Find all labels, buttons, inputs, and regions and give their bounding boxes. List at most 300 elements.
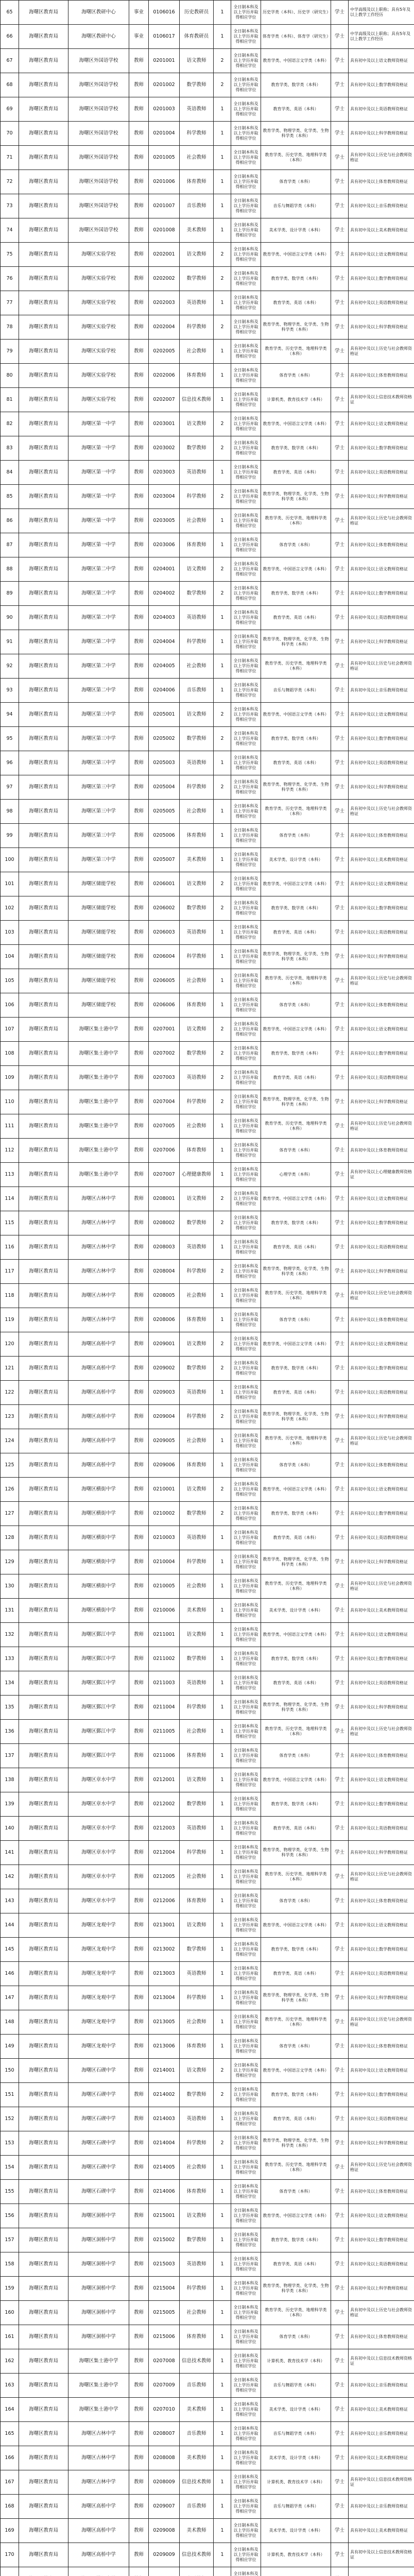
major-cell: 体育学类（本科） [261,993,331,1018]
education-cell: 全日制本科及以上学历并取得相应学位 [231,2301,261,2325]
post-code-cell: 0207009 [149,2374,180,2398]
education-cell: 全日制本科及以上学历并取得相应学位 [231,2519,261,2543]
headcount-cell: 2 [214,1478,231,1502]
post-type-cell: 事业 [129,25,149,49]
degree-cell: 学士 [331,436,349,461]
row-number-cell: 72 [1,170,19,194]
post-name-cell: 语文教师 [180,1478,214,1502]
post-type-cell: 教师 [129,2131,149,2156]
table-row [1,1841,414,1865]
table-row [1,97,414,122]
department-cell: 海曙区教育局 [19,1865,68,1889]
headcount-cell: 1 [214,2325,231,2349]
post-code-cell: 0213003 [149,1962,180,1986]
post-name-cell: 语文教师 [180,1187,214,1211]
major-cell: 教育学类、中国语言文学类（本科） [261,2059,331,2083]
department-cell: 海曙区教育局 [19,2035,68,2059]
unit-cell: 海曙区高桥中学 [68,1405,129,1429]
post-type-cell: 教师 [129,1744,149,1768]
other-conditions-cell: 具有初中及以上科学教师资格证 [349,485,414,509]
other-conditions-cell: 具有初中及以上科学教师资格证 [349,775,414,800]
unit-cell: 海曙区第二中学 [68,654,129,679]
headcount-cell: 1 [214,2252,231,2277]
post-code-cell: 0202001 [149,243,180,267]
major-cell: 教育学类、英语（本科） [261,1817,331,1841]
other-conditions-cell: 具有初中及以上体育教师资格证 [349,170,414,194]
major-cell: 教育学类、数学类（本科） [261,1792,331,1817]
degree-cell: 学士 [331,2349,349,2374]
table-row [1,703,414,727]
department-cell: 海曙区教育局 [19,1357,68,1381]
degree-cell: 学士 [331,533,349,557]
row-number-cell: 75 [1,243,19,267]
post-type-cell: 教师 [129,315,149,340]
other-conditions-cell: 具有初中及以上英语教师资格证 [349,461,414,485]
post-name-cell: 美术教师 [180,218,214,243]
education-cell: 全日制本科及以上学历并取得相应学位 [231,97,261,122]
degree-cell: 学士 [331,751,349,775]
other-conditions-cell: 具有初中及以上数学教师资格证 [349,1647,414,1671]
other-conditions-cell: 具有初中及以上音乐教师资格证 [349,2422,414,2446]
headcount-cell: 1 [214,1623,231,1647]
table-row [1,1502,414,1526]
degree-cell: 学士 [331,1623,349,1647]
major-cell: 体育学类（本科） [261,1889,331,1913]
table-row [1,606,414,630]
degree-cell: 学士 [331,2301,349,2325]
unit-cell: 海曙区外国语学校 [68,73,129,97]
table-row [1,2035,414,2059]
headcount-cell: 1 [214,1381,231,1405]
education-cell: 全日制本科及以上学历并取得相应学位 [231,2398,261,2422]
headcount-cell: 1 [214,97,231,122]
major-cell: 教育学类、物理学类、化学类、生物科学类（本科） [261,315,331,340]
major-cell: 体育学类（本科）、体育学（研究生） [261,25,331,49]
degree-cell: 学士 [331,969,349,993]
education-cell: 全日制本科及以上学历并取得相应学位 [231,146,261,170]
department-cell: 海曙区教育局 [19,49,68,73]
headcount-cell: 1 [214,2495,231,2519]
post-name-cell: 体育教师 [180,2035,214,2059]
row-number-cell: 79 [1,340,19,364]
post-code-cell: 0214001 [149,2059,180,2083]
post-code-cell: 0213006 [149,2035,180,2059]
headcount-cell: 1 [214,2035,231,2059]
major-cell: 教育学类、中国语言文学类（本科） [261,1332,331,1357]
post-name-cell: 英语教师 [180,1381,214,1405]
degree-cell: 学士 [331,2010,349,2035]
post-name-cell: 英语教师 [180,2107,214,2131]
department-cell: 海曙区教育局 [19,1066,68,1090]
major-cell: 教育学类、物理学类、化学类、生物科学类（本科） [261,2277,331,2301]
department-cell: 海曙区教育局 [19,2446,68,2470]
row-number-cell: 162 [1,2349,19,2374]
post-type-cell: 教师 [129,1211,149,1235]
major-cell: 心理学类（本科） [261,1163,331,1187]
table-row [1,1332,414,1357]
unit-cell: 海曙区实验学校 [68,340,129,364]
education-cell: 全日制本科及以上学历并取得相应学位 [231,1502,261,1526]
degree-cell: 学士 [331,388,349,412]
education-cell: 全日制本科及以上学历并取得相应学位 [231,364,261,388]
row-number-cell: 145 [1,1938,19,1962]
table-row [1,2422,414,2446]
unit-cell: 海曙区储能学校 [68,969,129,993]
row-number-cell: 134 [1,1671,19,1696]
unit-cell: 海曙区横街中学 [68,1550,129,1574]
education-cell: 全日制本科及以上学历并取得相应学位 [231,1986,261,2010]
major-cell: 教育学类、数学类（本科） [261,1938,331,1962]
post-name-cell: 音乐教师 [180,2495,214,2519]
post-type-cell: 教师 [129,606,149,630]
department-cell: 海曙区教育局 [19,1599,68,1623]
headcount-cell: 2 [214,896,231,921]
major-cell: 教育学类、数学类（本科） [261,1042,331,1066]
headcount-cell: 2 [214,267,231,291]
other-conditions-cell: 具有初中及以上语文教师资格证 [349,49,414,73]
post-type-cell: 教师 [129,1042,149,1066]
post-type-cell: 教师 [129,1429,149,1453]
headcount-cell: 1 [214,2446,231,2470]
row-number-cell: 101 [1,872,19,896]
education-cell: 全日制本科及以上学历并取得相应学位 [231,1962,261,1986]
unit-cell: 海曙区横街中学 [68,1478,129,1502]
unit-cell: 海曙区高桥中学 [68,1357,129,1381]
row-number-cell: 118 [1,1284,19,1308]
post-type-cell: 教师 [129,630,149,654]
other-conditions-cell: 具有初中及以上体育教师资格证 [349,1453,414,1478]
other-conditions-cell: 具有初中及以上数学教师资格证 [349,267,414,291]
department-cell: 海曙区教育局 [19,2301,68,2325]
post-code-cell: 0207005 [149,1114,180,1139]
post-type-cell: 教师 [129,2398,149,2422]
other-conditions-cell: 具有初中及以上英语教师资格证 [349,1235,414,1260]
major-cell: 教育学类、英语（本科） [261,291,331,315]
row-number-cell: 169 [1,2519,19,2543]
row-number-cell: 80 [1,364,19,388]
major-cell: 教育学类、物理学类、化学类、生物科学类（本科） [261,1405,331,1429]
education-cell: 全日制本科及以上学历并取得相应学位 [231,1647,261,1671]
post-type-cell: 教师 [129,1502,149,1526]
department-cell: 海曙区教育局 [19,1526,68,1550]
education-cell: 全日制本科及以上学历并取得相应学位 [231,1938,261,1962]
post-code-cell: 0214006 [149,2180,180,2204]
headcount-cell: 1 [214,364,231,388]
department-cell: 海曙区教育局 [19,1889,68,1913]
degree-cell: 学士 [331,97,349,122]
headcount-cell: 2 [214,2059,231,2083]
post-code-cell: 0215001 [149,2204,180,2228]
degree-cell: 学士 [331,1090,349,1114]
headcount-cell: 1 [214,146,231,170]
row-number-cell: 83 [1,436,19,461]
post-type-cell: 教师 [129,509,149,533]
degree-cell: 学士 [331,2156,349,2180]
other-conditions-cell: 具有初中及以上语文教师资格证 [349,1332,414,1357]
other-conditions-cell: 具有初中及以上数学教师资格证 [349,1502,414,1526]
table-row [1,1647,414,1671]
headcount-cell: 1 [214,848,231,872]
post-type-cell: 教师 [129,1720,149,1744]
headcount-cell: 1 [214,751,231,775]
table-row [1,1889,414,1913]
degree-cell: 学士 [331,1550,349,1574]
row-number-cell: 129 [1,1550,19,1574]
unit-cell: 海曙区第二中学 [68,679,129,703]
post-name-cell: 信息技术教师 [180,2470,214,2495]
headcount-cell: 2 [214,1405,231,1429]
post-code-cell: 0208005 [149,1284,180,1308]
headcount-cell: 1 [214,2204,231,2228]
table-row [1,557,414,582]
other-conditions-cell: 具有初中及以上数学教师资格证 [349,1042,414,1066]
education-cell: 全日制本科及以上学历并取得相应学位 [231,122,261,146]
headcount-cell: 1 [214,1768,231,1792]
other-conditions-cell: 具有初中及以上体育教师资格证 [349,533,414,557]
row-number-cell: 113 [1,1163,19,1187]
unit-cell: 海曙区第三中学 [68,800,129,824]
post-name-cell: 体育教师 [180,364,214,388]
table-row [1,1114,414,1139]
unit-cell: 海曙区第一中学 [68,509,129,533]
post-type-cell: 教师 [129,2325,149,2349]
table-row [1,2301,414,2325]
table-row [1,2010,414,2035]
major-cell: 教育学类、历史学类、地理科学类（本科） [261,1429,331,1453]
headcount-cell: 2 [214,1187,231,1211]
department-cell: 海曙区教育局 [19,582,68,606]
post-type-cell: 教师 [129,775,149,800]
post-name-cell: 体育教师 [180,2325,214,2349]
table-row [1,1453,414,1478]
table-row [1,2325,414,2349]
headcount-cell: 2 [214,1042,231,1066]
education-cell: 全日制本科及以上学历并取得相应学位 [231,1453,261,1478]
post-name-cell: 英语教师 [180,1235,214,1260]
post-name-cell: 英语教师 [180,291,214,315]
education-cell: 全日制本科及以上学历并取得相应学位 [231,461,261,485]
post-name-cell: 体育教师 [180,2180,214,2204]
table-row [1,1792,414,1817]
degree-cell: 学士 [331,2107,349,2131]
row-number-cell: 69 [1,97,19,122]
post-type-cell: 教师 [129,267,149,291]
education-cell: 全日制本科及以上学历并取得相应学位 [231,969,261,993]
post-code-cell: 0205004 [149,775,180,800]
post-name-cell: 数学教师 [180,1792,214,1817]
degree-cell [331,2567,349,2576]
post-code-cell: 0206002 [149,896,180,921]
headcount-cell: 1 [214,2422,231,2446]
unit-cell: 海曙区第一中学 [68,533,129,557]
post-type-cell: 教师 [129,1986,149,2010]
post-code-cell: 0212005 [149,1865,180,1889]
row-number-cell: 150 [1,2059,19,2083]
table-row [1,73,414,97]
degree-cell: 学士 [331,485,349,509]
unit-cell: 海曙区洞桥中学 [68,2325,129,2349]
degree-cell: 学士 [331,1526,349,1550]
department-cell: 海曙区教育局 [19,2349,68,2374]
unit-cell: 海曙区石碶中学 [68,2180,129,2204]
education-cell: 全日制本科及以上学历并取得相应学位 [231,751,261,775]
department-cell: 海曙区教育局 [19,2543,68,2567]
post-name-cell: 数学教师 [180,1042,214,1066]
row-number-cell: 74 [1,218,19,243]
post-code-cell: 0203004 [149,485,180,509]
post-name-cell: 语文教师 [180,2059,214,2083]
other-conditions-cell: 具有初中及以上历史与社会教师资格证 [349,1574,414,1599]
other-conditions-cell: 具有初中及以上数学教师资格证 [349,436,414,461]
major-cell: 教育学类、中国语言文学类（本科） [261,557,331,582]
headcount-cell: 1 [214,921,231,945]
unit-cell: 海曙区第三中学 [68,775,129,800]
degree-cell: 学士 [331,1114,349,1139]
degree-cell: 学士 [331,1502,349,1526]
headcount-cell: 1 [214,1938,231,1962]
post-type-cell: 教师 [129,2083,149,2107]
row-number-cell: 151 [1,2083,19,2107]
other-conditions-cell: 具有初中及以上信息技术教师资格证 [349,2470,414,2495]
post-code-cell: 0201005 [149,146,180,170]
headcount-cell: 2 [214,1502,231,1526]
department-cell: 海曙区教育局 [19,1913,68,1938]
post-name-cell: 社会教师 [180,2156,214,2180]
headcount-cell: 1 [214,630,231,654]
headcount-cell: 1 [214,1453,231,1478]
row-number-cell: 108 [1,1042,19,1066]
row-number-cell: 140 [1,1817,19,1841]
row-number-cell: 94 [1,703,19,727]
post-code-cell: 0205007 [149,848,180,872]
other-conditions-cell: 具有初中及以上科学教师资格证 [349,1090,414,1114]
row-number-cell: 152 [1,2107,19,2131]
degree-cell: 学士 [331,1671,349,1696]
degree-cell: 学士 [331,800,349,824]
post-name-cell: 社会教师 [180,340,214,364]
degree-cell: 学士 [331,218,349,243]
degree-cell: 学士 [331,2180,349,2204]
headcount-cell: 1 [214,1163,231,1187]
unit-cell: 海曙区横街中学 [68,1502,129,1526]
degree-cell: 学士 [331,1163,349,1187]
major-cell: 教育学类、英语（本科） [261,1526,331,1550]
department-cell: 海曙区教育局 [19,2519,68,2543]
major-cell: 教育学类、历史学类、地理科学类（本科） [261,2156,331,2180]
degree-cell: 学士 [331,49,349,73]
degree-cell: 学士 [331,2325,349,2349]
post-code-cell: 0202007 [149,388,180,412]
education-cell: 全日制本科及以上学历并取得相应学位 [231,993,261,1018]
row-number-cell: 89 [1,582,19,606]
major-cell: 体育学类（本科） [261,2180,331,2204]
other-conditions-cell: 具有初中及以上科学教师资格证 [349,1550,414,1574]
major-cell: 教育学类、数学类（本科） [261,582,331,606]
table-row [1,1938,414,1962]
table-row [1,921,414,945]
post-name-cell: 社会教师 [180,1429,214,1453]
post-code-cell: 0212001 [149,1768,180,1792]
unit-cell: 海曙区洞桥中学 [68,2252,129,2277]
degree-cell: 学士 [331,2131,349,2156]
post-name-cell: 社会教师 [180,1865,214,1889]
other-conditions-cell: 具有初中及以上音乐教师资格证 [349,2374,414,2398]
post-name-cell: 英语教师 [180,1962,214,1986]
unit-cell: 海曙区第一中学 [68,461,129,485]
education-cell: 全日制本科及以上学历并取得相应学位 [231,1066,261,1090]
row-number-cell: 102 [1,896,19,921]
degree-cell: 学士 [331,1284,349,1308]
unit-cell: 海曙区高桥中学 [68,1429,129,1453]
headcount-cell: 1 [214,2349,231,2374]
unit-cell: 海曙区第三中学 [68,703,129,727]
unit-cell: 海曙区集士港中学 [68,1090,129,1114]
other-conditions-cell: 具有初中及以上数学教师资格证 [349,1211,414,1235]
row-number-cell [1,2567,19,2576]
post-type-cell: 教师 [129,364,149,388]
degree-cell: 学士 [331,1429,349,1453]
table-row [1,1768,414,1792]
major-cell: 体育学类（本科） [261,1744,331,1768]
department-cell: 海曙区教育局 [19,800,68,824]
department-cell: 海曙区教育局 [19,775,68,800]
department-cell: 海曙区教育局 [19,557,68,582]
post-name-cell: 英语教师 [180,751,214,775]
degree-cell: 学士 [331,1817,349,1841]
department-cell: 海曙区教育局 [19,315,68,340]
row-number-cell: 138 [1,1768,19,1792]
education-cell: 全日制本科及以上学历并取得相应学位 [231,2277,261,2301]
education-cell: 全日制本科及以上学历并取得相应学位 [231,1211,261,1235]
other-conditions-cell: 具有初中及以上英语教师资格证 [349,1381,414,1405]
post-code-cell: 0208007 [149,2422,180,2446]
table-row [1,2446,414,2470]
major-cell: 教育学类、英语（本科） [261,1671,331,1696]
headcount-cell: 2 [214,2131,231,2156]
table-row [1,194,414,218]
headcount-cell: 1 [214,1817,231,1841]
post-name-cell: 体育教研员 [180,25,214,49]
major-cell: 教育学类、物理学类、化学类、生物科学类（本科） [261,2131,331,2156]
education-cell: 全日制本科及以上学历并取得相应学位 [231,2059,261,2083]
post-code-cell: 0206001 [149,872,180,896]
major-cell: 体育学类（本科） [261,533,331,557]
degree-cell: 学士 [331,340,349,364]
headcount-cell: 1 [214,2228,231,2252]
post-type-cell: 教师 [129,1284,149,1308]
table-row [1,315,414,340]
row-number-cell: 86 [1,509,19,533]
table-row [1,993,414,1018]
unit-cell: 海曙区鄞江中学 [68,1671,129,1696]
headcount-cell: 2 [214,557,231,582]
headcount-cell: 2 [214,1018,231,1042]
degree-cell: 学士 [331,848,349,872]
post-name-cell: 美术教师 [180,2446,214,2470]
post-name-cell: 科学教师 [180,1405,214,1429]
headcount-cell: 1 [214,2156,231,2180]
department-cell: 海曙区教育局 [19,1550,68,1574]
other-conditions-cell: 具有初中及以上科学教师资格证 [349,2131,414,2156]
other-conditions-cell: 具有初中及以上历史与社会教师资格证 [349,2010,414,2035]
post-name-cell: 社会教师 [180,1284,214,1308]
other-conditions-cell: 具有初中及以上英语教师资格证 [349,291,414,315]
other-conditions-cell: 具有初中及以上音乐教师资格证 [349,194,414,218]
unit-cell: 海曙区古林中学 [68,1235,129,1260]
post-type-cell: 教师 [129,1090,149,1114]
unit-cell: 海曙区第三中学 [68,824,129,848]
other-conditions-cell: 具有初中及以上英语教师资格证 [349,1962,414,1986]
